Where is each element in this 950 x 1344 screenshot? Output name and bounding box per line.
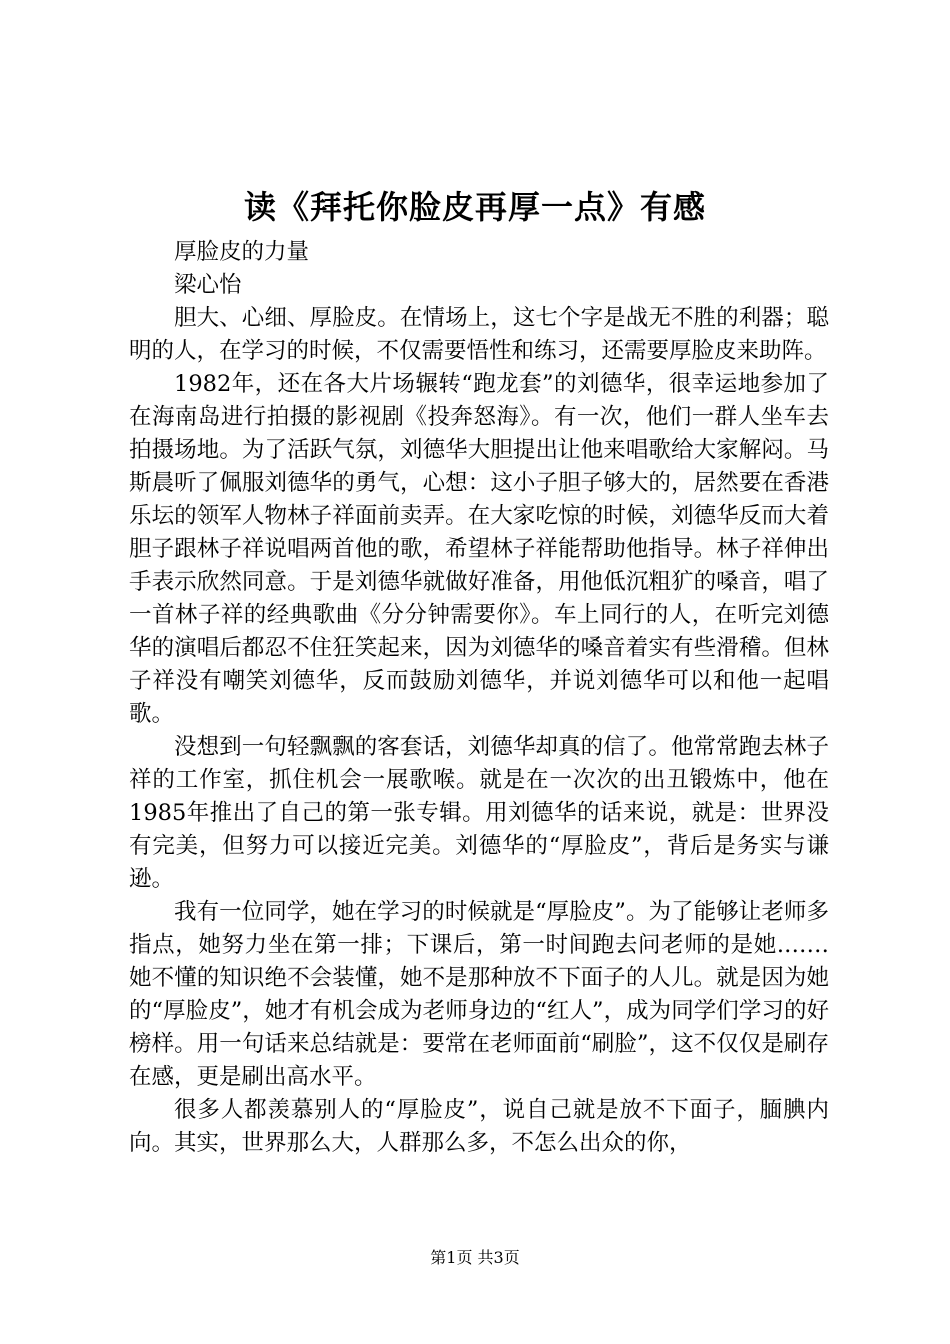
paragraph: 1982年，还在各大片场辗转“跑龙套”的刘德华，很幸运地参加了在海南岛进行拍摄的影视剧《投奔怒海》。有一次，他们一群人坐车去拍摄场地。为了活跃气氛，刘德华大胆提出让他来唱歌给大家解闷。马斯晨听了佩服刘德华的勇气，心想：这小子胆子够大的，居然要在香港乐坛的领军人物林子祥面前卖弄。在大家吃惊的时候，刘德华反而大着胆子跟林子祥说唱两首他的歌，希望林子祥能帮助他指导。林子祥伸出手表示欣然同意。于是刘德华就做好准备，用他低沉粗犷的嗓音，唱了一首林子祥的经典歌曲《分分钟需要你》。车上同行的人，在听完刘德华的演唱后都忍不住狂笑起来，因为刘德华的嗓音着实有些滑稽。但林子祥没有嘲笑刘德华，反而鼓励刘德华，并说刘德华可以和他一起唱歌。 (129, 371, 829, 727)
author: 梁心怡 (174, 272, 242, 298)
paragraph: 我有一位同学，她在学习的时候就是“厚脸皮”。为了能够让老师多指点，她努力坐在第一排；下课后，第一时间跑去问老师的是她.……她不懂的知识绝不会装懂，她不是那种放不下面子的人儿。就是因为她的“厚脸皮”，她才有机会成为老师身边的“红人”，成为同学们学习的好榜样。用一句话来总结就是：要常在老师面前“刷脸”，这不仅仅是刷存在感，更是刷出高水平。 (129, 899, 829, 1090)
subtitle: 厚脸皮的力量 (174, 239, 310, 265)
document-body (129, 236, 829, 1160)
paragraph: 没想到一句轻飘飘的客套话，刘德华却真的信了。他常常跑去林子祥的工作室，抓住机会一展歌喉。就是在一次次的出丑锻炼中，他在1985年推出了自己的第一张专辑。用刘德华的话来说，就是：世界没有完美，但努力可以接近完美。刘德华的“厚脸皮”，背后是务实与谦逊。 (129, 734, 829, 892)
page-number: 第1页 共3页 (430, 1248, 520, 1267)
paragraph: 很多人都羡慕别人的“厚脸皮”，说自己就是放不下面子，腼腆内向。其实，世界那么大，人群那么多，不怎么出众的你， (129, 1097, 829, 1156)
paragraph: 胆大、心细、厚脸皮。在情场上，这七个字是战无不胜的利器；聪明的人，在学习的时候，不仅需要悟性和练习，还需要厚脸皮来助阵。 (129, 305, 829, 364)
document-title: 读《拜托你脸皮再厚一点》有感 (243, 188, 706, 226)
